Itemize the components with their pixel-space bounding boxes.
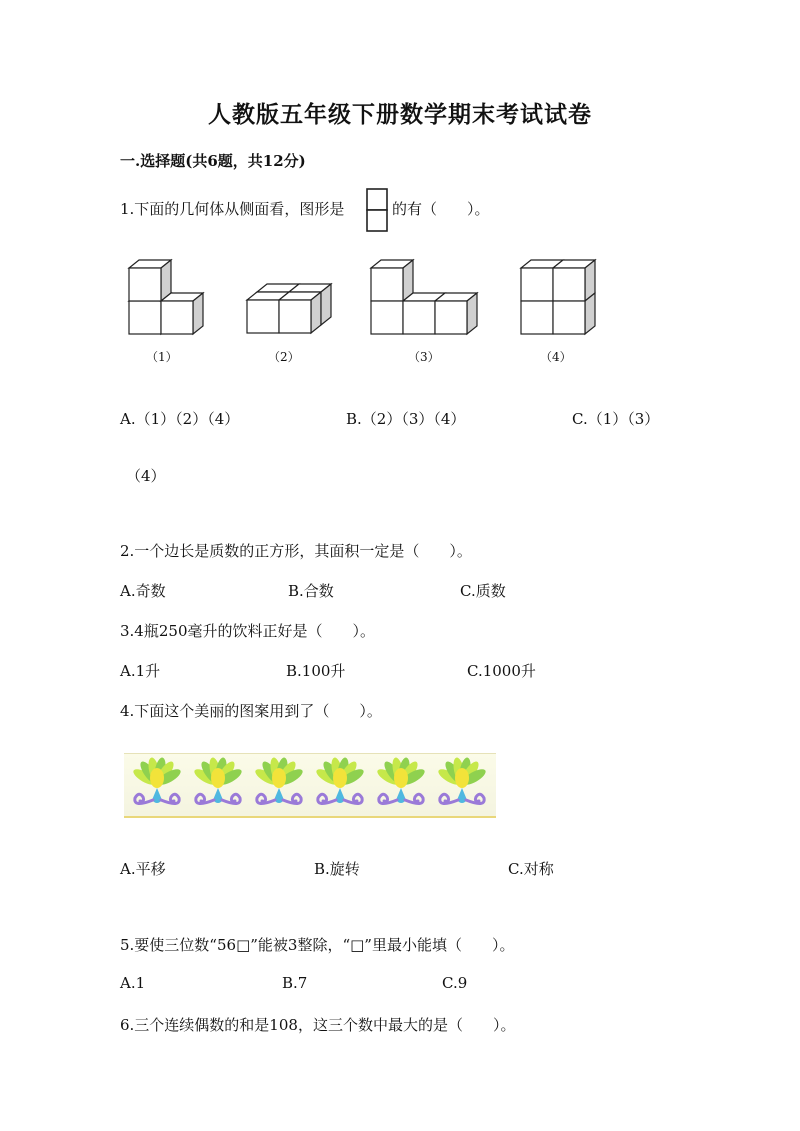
q5-option-c[interactable]: C.9	[442, 974, 468, 992]
q4-option-a[interactable]: A.平移	[120, 860, 166, 878]
question-3-text: 3.4瓶250毫升的饮料正好是（ ）。	[120, 622, 375, 640]
q1-option-b[interactable]: B.（2）（3）（4）	[346, 410, 466, 428]
figure-label-4: （4）	[540, 350, 572, 364]
figure-label-2: （2）	[268, 350, 300, 364]
question-5-text: 5.要使三位数“56□”能被3整除，“□”里最小能填（ ）。	[120, 936, 515, 954]
pattern-motif	[131, 757, 183, 804]
pattern-motifs	[124, 754, 496, 816]
q3-option-c[interactable]: C.1000升	[467, 662, 536, 680]
q4-option-b[interactable]: B.旋转	[314, 860, 360, 878]
q1-option-c[interactable]: C.（1）（3）	[572, 410, 660, 428]
question-6-text: 6.三个连续偶数的和是108，这三个数中最大的是（ ）。	[120, 1016, 516, 1034]
side-view-icon	[366, 188, 388, 232]
q2-option-c[interactable]: C.质数	[460, 582, 506, 600]
cube-figure-1	[128, 258, 208, 338]
question-1-text-after: 的有（ ）。	[392, 200, 490, 218]
q3-option-a[interactable]: A.1升	[120, 662, 161, 680]
q4-option-c[interactable]: C.对称	[508, 860, 554, 878]
pattern-motif	[192, 757, 244, 804]
figure-label-3: （3）	[408, 350, 440, 364]
q5-option-b[interactable]: B.7	[282, 974, 308, 992]
decorative-pattern-image	[124, 753, 496, 818]
pattern-motif	[314, 757, 366, 804]
q2-option-b[interactable]: B.合数	[288, 582, 334, 600]
q5-option-a[interactable]: A.1	[120, 974, 146, 992]
cube-figure-3	[370, 258, 482, 338]
cube-figure-2	[246, 282, 330, 338]
question-4-text: 4.下面这个美丽的图案用到了（ ）。	[120, 702, 382, 720]
q2-option-a[interactable]: A.奇数	[120, 582, 166, 600]
q1-option-c-wrap: （4）	[126, 467, 166, 485]
question-2-text: 2.一个边长是质数的正方形，其面积一定是（ ）。	[120, 542, 472, 560]
q3-option-b[interactable]: B.100升	[286, 662, 346, 680]
q1-option-a[interactable]: A.（1）（2）（4）	[120, 410, 240, 428]
section-heading: 一.选择题(共6题，共12分)	[120, 152, 306, 170]
figure-label-1: （1）	[146, 350, 178, 364]
question-1-text-before: 1.下面的几何体从侧面看，图形是	[120, 200, 345, 218]
pattern-motif	[375, 757, 427, 804]
pattern-motif	[436, 757, 488, 804]
pattern-motif	[253, 757, 305, 804]
page-title: 人教版五年级下册数学期末考试试卷	[208, 101, 592, 128]
cube-figure-4	[520, 258, 600, 338]
